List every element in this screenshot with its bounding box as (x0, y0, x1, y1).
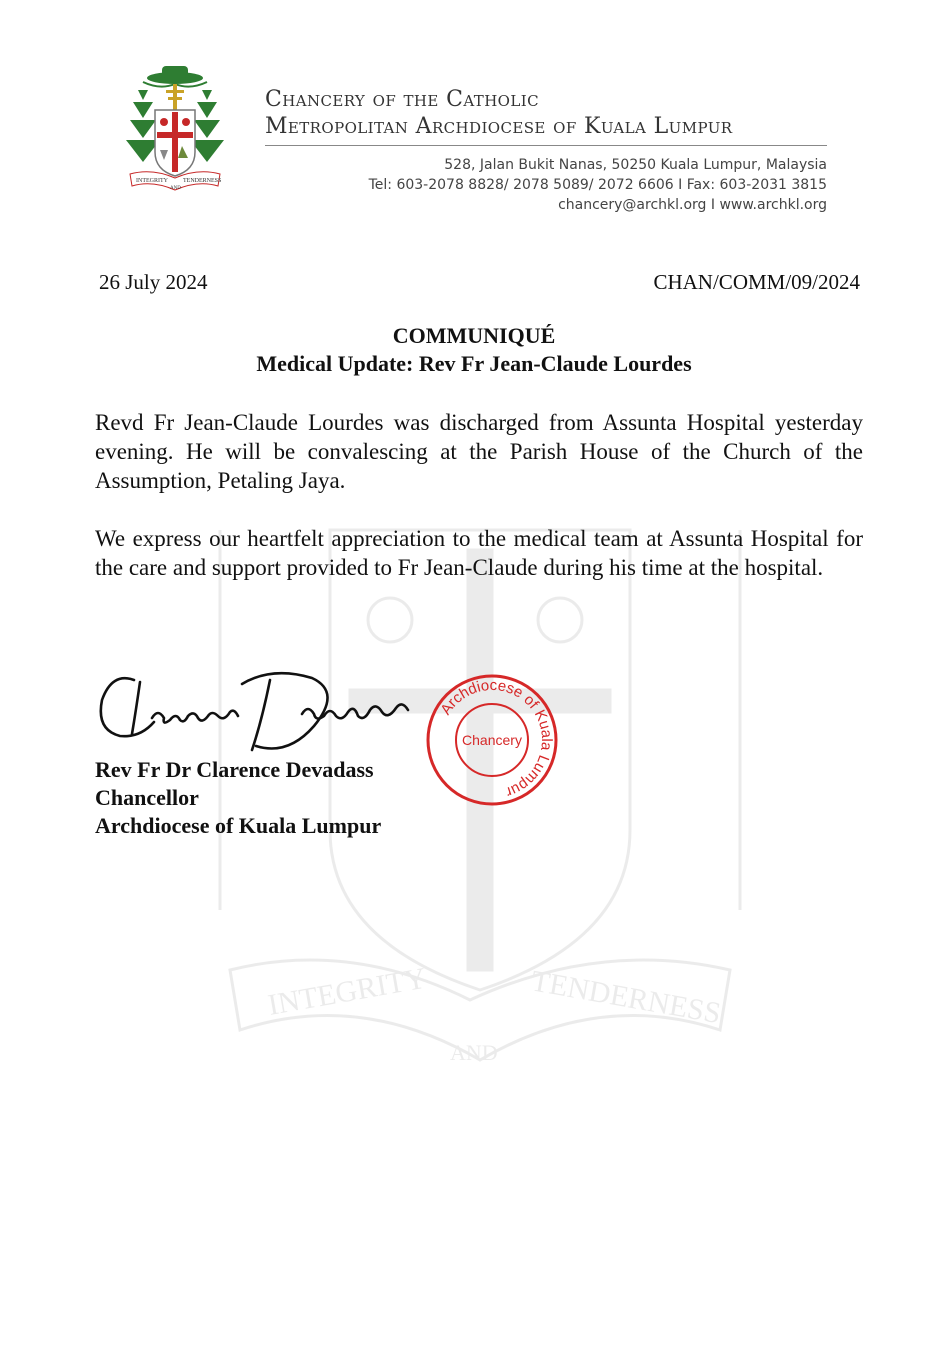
watermark-motto-right: TENDERNESS (528, 964, 724, 1031)
handwritten-signature-icon (92, 660, 412, 760)
body-paragraph-2: We express our heartfelt appreciation to the medical team at Assunta Hospital for the care and support provided to Fr Jean-Claude during his time at the hospital. (95, 526, 863, 580)
org-line-1: Chancery of the Catholic (265, 87, 539, 112)
signatory-name: Rev Fr Dr Clarence Devadass (95, 757, 374, 782)
watermark-motto-mid: AND (450, 1040, 498, 1065)
signatory-role: Chancellor (95, 785, 199, 810)
communique-subtitle: Medical Update: Rev Fr Jean-Claude Lourdes (256, 351, 692, 376)
watermark-coat-of-arms-icon (200, 470, 760, 1370)
seal-center-text: Chancery (462, 732, 522, 748)
phone-fax-line: Tel: 603-2078 8828/ 2078 5089/ 2072 6606 I Fax: 603-2031 3815 (368, 177, 827, 193)
seal-ring-text: Archdiocese of Kuala Lumpur (437, 676, 556, 801)
email-web-line[interactable]: chancery@archkl.org I www.archkl.org (558, 197, 827, 213)
org-line-2: Metropolitan Archdiocese of Kuala Lumpur (265, 114, 733, 139)
watermark-motto-left: INTEGRITY (265, 961, 429, 1022)
letterhead-divider (265, 145, 827, 146)
signatory-block (95, 756, 381, 840)
letter-date: 26 July 2024 (99, 270, 208, 294)
crest-motto-right: TENDERNESS (183, 178, 222, 184)
address-line: 528, Jalan Bukit Nanas, 50250 Kuala Lumpur, Malaysia (444, 157, 827, 173)
archdiocese-crest-icon (120, 62, 230, 198)
communique-title: COMMUNIQUÉ (392, 323, 556, 348)
crest-motto-mid: AND (170, 186, 181, 191)
contact-block (369, 155, 827, 215)
chancery-seal-stamp-icon (424, 672, 560, 808)
signatory-organization: Archdiocese of Kuala Lumpur (95, 813, 382, 838)
organization-name (265, 86, 829, 140)
crest-motto-left: INTEGRITY (136, 178, 168, 184)
reference-number: CHAN/COMM/09/2024 (653, 270, 860, 294)
body-paragraph-1: Revd Fr Jean-Claude Lourdes was discharged from Assunta Hospital yesterday evening. He will be convalescing at the Parish House of the Church of the Assumption, Petaling Jaya. (95, 410, 863, 493)
